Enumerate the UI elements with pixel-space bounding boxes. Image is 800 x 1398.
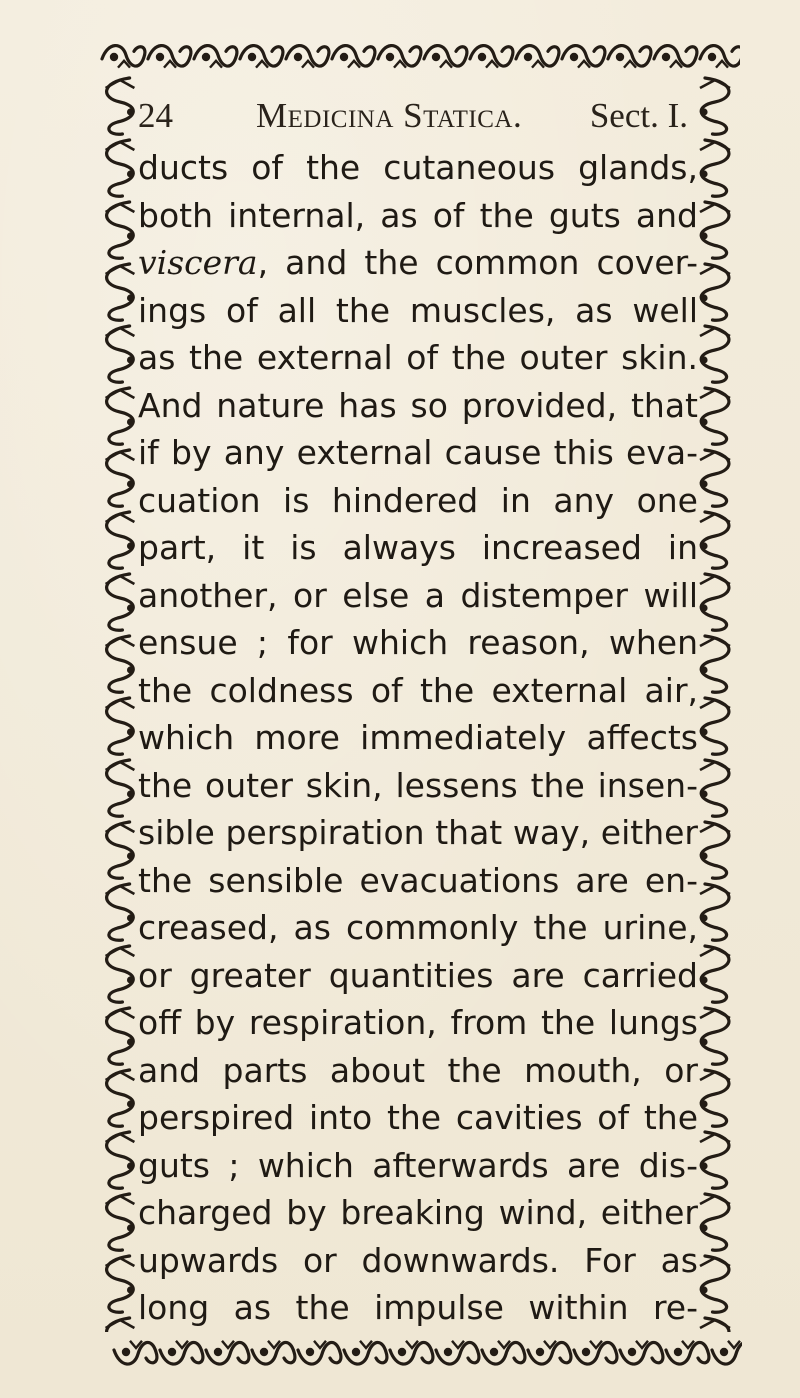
border-ornament (700, 78, 730, 134)
text-line: off by respiration, from the lungs (138, 1003, 698, 1042)
border-ornament (114, 1341, 157, 1364)
border-ornament (106, 698, 135, 754)
border-ornament (102, 46, 145, 68)
border-ornament (160, 1341, 203, 1364)
text-line: sible perspiration that way, either (138, 813, 698, 852)
text-line: charged by breaking wind, either (138, 1193, 698, 1232)
border-ornament (620, 1341, 663, 1364)
text-line: which more immediately affects (138, 718, 698, 757)
border-ornament (574, 1341, 617, 1364)
border-ornament (106, 946, 135, 1002)
text-line-italic: viscera, and the common cover- (138, 243, 698, 282)
running-title: Medicina Statica. (256, 96, 523, 135)
border-ornament (700, 636, 730, 692)
border-ornament (666, 1341, 709, 1364)
border-ornament (700, 1132, 730, 1188)
border-ornament (608, 46, 651, 68)
text-line: if by any external cause this eva- (138, 433, 698, 472)
border-ornament (424, 46, 467, 68)
border-ornament (700, 884, 730, 940)
border-ornament (106, 574, 135, 630)
border-ornament (106, 78, 135, 134)
body-text (138, 144, 698, 1332)
border-ornament (106, 1318, 135, 1332)
border-ornament (700, 698, 730, 754)
border-ornament (106, 760, 135, 816)
text-line: ings of all the muscles, as well (138, 290, 698, 330)
italic-word: viscera (138, 243, 258, 282)
text-line: ducts of the cutaneous glands, (138, 148, 698, 187)
border-ornament (298, 1341, 341, 1364)
border-ornament (700, 264, 730, 320)
border-ornament (240, 46, 283, 68)
page-number: 24 (138, 96, 173, 135)
border-ornament (252, 1341, 295, 1364)
border-ornament (106, 884, 135, 940)
border-ornament (106, 822, 135, 878)
section-label: Sect. I. (589, 96, 688, 135)
border-ornament (332, 46, 375, 68)
border-ornament (286, 46, 329, 68)
border-ornament (700, 326, 730, 382)
border-ornament (700, 1256, 730, 1312)
border-ornament (700, 450, 730, 506)
border-ornament (700, 388, 730, 444)
border-ornament (106, 1194, 135, 1250)
border-ornament (700, 140, 730, 196)
border-ornament (148, 46, 191, 68)
border-ornament (206, 1341, 249, 1364)
text-line: and parts about the mouth, or (138, 1050, 698, 1090)
text-line: And nature has so provided, that (138, 385, 698, 425)
border-ornament (106, 1132, 135, 1188)
text-line: ensue ; for which reason, when (138, 623, 698, 662)
text-line: part, it is always increased in (138, 528, 698, 567)
text-line: the coldness of the external air, (138, 670, 698, 710)
text-line: the sensible evacuations are en- (138, 860, 698, 900)
running-head (138, 92, 694, 142)
text-line: guts ; which afterwards are dis- (138, 1145, 698, 1185)
border-ornament (700, 760, 730, 816)
text-line: both internal, as of the guts and (138, 195, 698, 235)
border-ornament (106, 388, 135, 444)
border-ornament (482, 1341, 525, 1364)
text-line: another, or else a distemper will (138, 575, 698, 615)
border-ornament (700, 946, 730, 1002)
border-ornament (390, 1341, 433, 1364)
border-ornament (106, 1008, 135, 1064)
border-ornament (516, 46, 559, 68)
border-ornament (106, 1070, 135, 1126)
text-line: upwards or downwards. For as (138, 1240, 698, 1280)
border-ornament (344, 1341, 387, 1364)
border-ornament (700, 1194, 730, 1250)
ornamental-border-top (100, 38, 740, 76)
ornamental-border-left (96, 76, 144, 1332)
border-ornament (106, 1256, 135, 1312)
border-ornament (700, 822, 730, 878)
border-ornament (700, 1070, 730, 1126)
border-ornament (106, 326, 135, 382)
text-line: perspired into the cavities of the (138, 1098, 698, 1137)
border-ornament (654, 46, 697, 68)
border-ornament (106, 140, 135, 196)
border-ornament (470, 46, 513, 68)
text-line: cuation is hindered in any one (138, 480, 698, 520)
border-ornament (700, 202, 730, 258)
border-ornament (700, 1008, 730, 1064)
border-ornament (562, 46, 605, 68)
border-ornament (194, 46, 237, 68)
border-ornament (106, 450, 135, 506)
text-line: as the external of the outer skin. (138, 338, 698, 377)
border-ornament (106, 264, 135, 320)
border-ornament (700, 512, 730, 568)
text-line: the outer skin, lessens the insen- (138, 765, 698, 805)
border-ornament (378, 46, 421, 68)
border-ornament (700, 574, 730, 630)
ornamental-border-bottom (112, 1332, 742, 1372)
border-ornament (700, 1318, 730, 1332)
text-line: creased, as commonly the urine, (138, 908, 698, 947)
text-line: long as the impulse within re- (138, 1288, 698, 1327)
border-ornament (700, 46, 740, 68)
text-line: or greater quantities are carried (138, 955, 698, 995)
border-ornament (106, 636, 135, 692)
border-ornament (712, 1341, 742, 1364)
border-ornament (436, 1341, 479, 1364)
border-ornament (528, 1341, 571, 1364)
border-ornament (106, 512, 135, 568)
border-ornament (106, 202, 135, 258)
